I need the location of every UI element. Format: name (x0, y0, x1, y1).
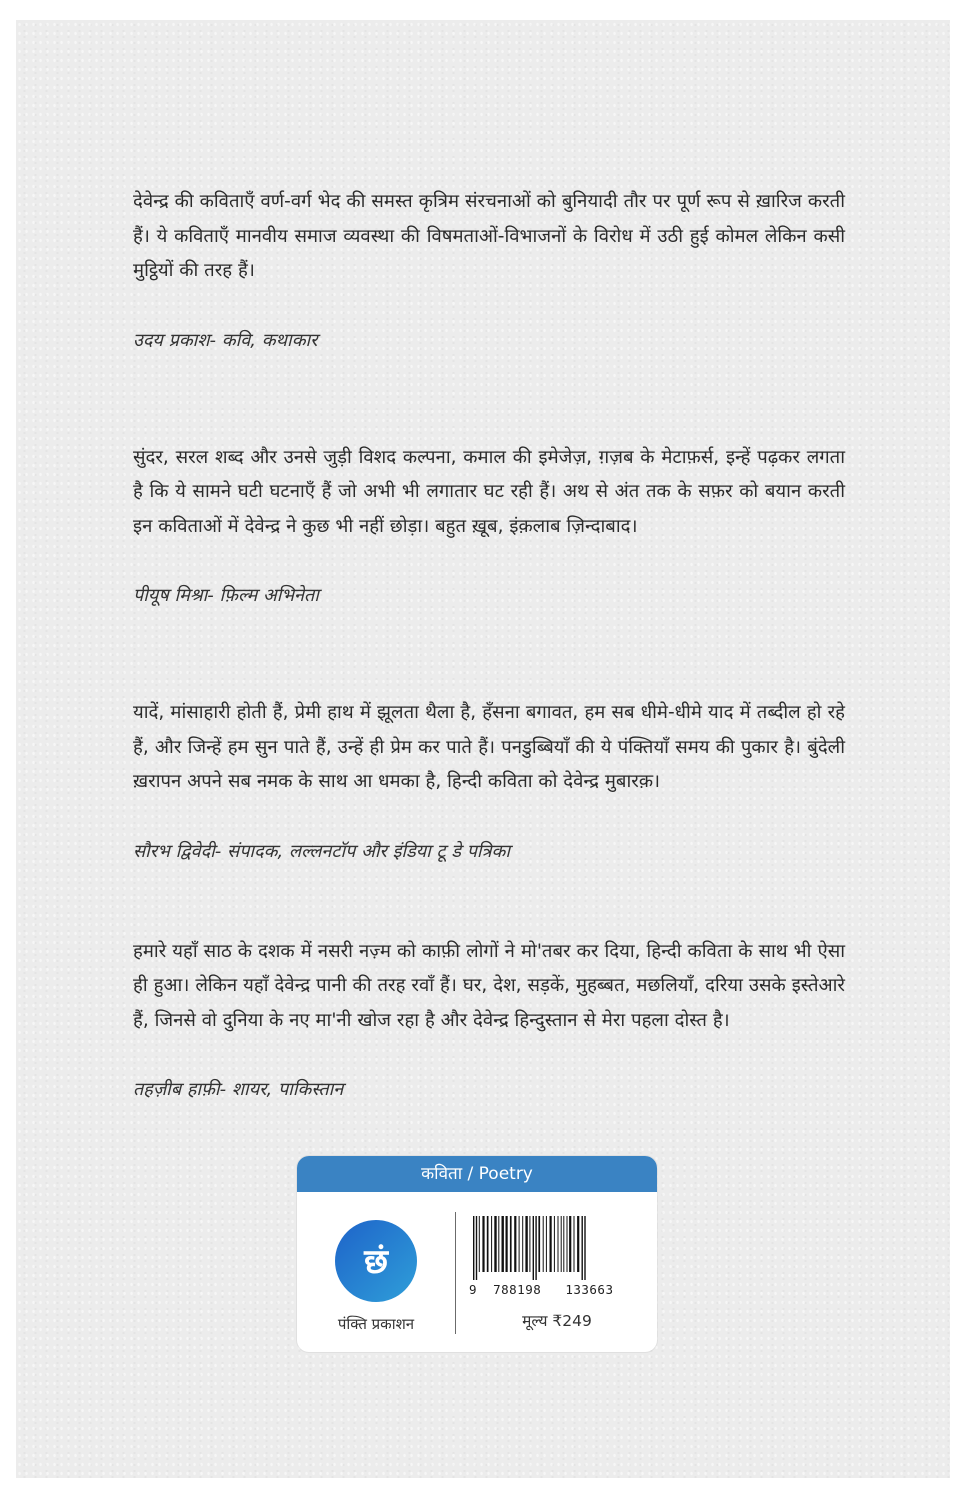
blurb-text: यादें, मांसाहारी होती हैं, प्रेमी हाथ में झूलता थैला है, हँसना बगावत, हम सब धीमे-धीमे याद में तब्दील हो रहे हैं, और जिन्हें हम सुन पाते हैं, उन्हें ही प्रेम कर पाते हैं। पनडुब्बियाँ की ये पंक्तियाँ समय की पुकार है। बुंदेली ख़रापन अपने सब नमक के साथ आ धमका है, हिन्दी कविता को देवेन्द्र मुबारक़। (133, 702, 845, 792)
barcode-bar (506, 1216, 508, 1272)
barcode-bar (502, 1216, 504, 1272)
barcode-bar (498, 1216, 499, 1272)
blurb-4 (133, 935, 845, 1106)
blurb-1 (133, 185, 845, 356)
barcode-bar (538, 1216, 540, 1272)
barcode-bar (554, 1216, 555, 1272)
publisher-logo-area (297, 1192, 455, 1352)
publisher-badge (297, 1156, 657, 1352)
price: मूल्य ₹249 (522, 1312, 592, 1330)
publisher-logo-icon (335, 1220, 417, 1302)
logo-glyph (346, 1231, 406, 1291)
barcode-bar (582, 1216, 583, 1280)
blurb-attribution: पीयूष मिश्रा- फ़िल्म अभिनेता (133, 585, 319, 606)
blurb-2 (133, 441, 845, 612)
barcode-bar (482, 1216, 484, 1272)
barcode-bar (574, 1216, 575, 1272)
barcode-bar (535, 1216, 536, 1280)
barcode-bar (558, 1216, 559, 1272)
barcode-bar (584, 1216, 585, 1280)
blurb-attribution: सौरभ द्विवेदी- संपादक, लल्लनटॉप और इंडिया टू डे पत्रिका (133, 840, 511, 862)
badge-divider (455, 1212, 456, 1334)
barcode-bar (491, 1216, 492, 1272)
blurbs-section (133, 185, 845, 1105)
barcode-bar (529, 1216, 530, 1272)
barcode-bar (567, 1216, 568, 1272)
publisher-name: पंक्ति प्रकाशन (337, 1315, 415, 1333)
barcode-bar (561, 1216, 562, 1272)
barcode-bar (569, 1216, 571, 1272)
barcode-bar (543, 1216, 544, 1272)
barcode-bar (510, 1216, 512, 1272)
category-label: कविता / Poetry (297, 1156, 657, 1192)
blurb-text: सुंदर, सरल शब्द और उनसे जुड़ी विशद कल्पना, कमाल की इमेजेज़, ग़ज़ब के मेटाफ़र्स, इन्हें पढ़कर लगता है कि ये सामने घटी घटनाएँ हैं जो अभी भी लगातार घट रही हैं। अथ से अंत तक के सफ़र को बयान करती इन कविताओं में देवेन्द्र ने कुछ भी नहीं छोड़ा। बहुत ख़ूब, इंक़लाब ज़िन्दाबाद। (133, 446, 845, 537)
barcode-bar (519, 1216, 520, 1272)
barcode-bar (522, 1216, 523, 1272)
barcode-bar (487, 1216, 489, 1272)
isbn-number (469, 1282, 645, 1297)
blurb-text: हमारे यहाँ साठ के दशक में नसरी नज़्म को काफ़ी लोगों ने मो'तबर कर दिया, हिन्दी कविता के साथ भी ऐसा ही हुआ। लेकिन यहाँ देवेन्द्र पानी की तरह रवाँ हैं। घर, देश, सड़कें, मुहब्बत, मछलियाँ, दरिया उसके इस्तेआरे हैं, जिनसे वो दुनिया के नए मा'नी खोज रहा है और देवेन्द्र हिन्दुस्तान से मेरा पहला दोस्त है। (133, 940, 845, 1031)
blurb-3 (133, 696, 845, 867)
isbn-first-digit: 9 (469, 1282, 478, 1297)
barcode-bar (494, 1216, 496, 1272)
blurb-attribution: तहज़ीब हाफ़ी- शायर, पाकिस्तान (133, 1079, 344, 1100)
barcode-bar (577, 1216, 579, 1272)
barcode-bar (563, 1216, 564, 1272)
barcode-bar (550, 1216, 552, 1272)
barcode-bar (525, 1216, 527, 1272)
barcode-area (469, 1216, 645, 1331)
barcode-bar (514, 1216, 516, 1272)
barcode-icon (469, 1216, 645, 1280)
barcode-bar (479, 1216, 480, 1272)
blurb-attribution: उदय प्रकाश- कवि, कथाकार (133, 329, 318, 351)
barcode-bar (473, 1216, 474, 1280)
isbn-group-2: 133663 (565, 1282, 614, 1297)
barcode-bar (533, 1216, 534, 1280)
barcode-bar (476, 1216, 477, 1280)
isbn-group-1: 788198 (493, 1282, 542, 1297)
blurb-text: देवेन्द्र की कविताएँ वर्ण-वर्ग भेद की समस्त कृत्रिम संरचनाओं को बुनियादी तौर पर पूर्ण रूप से ख़ारिज करती हैं। ये कविताएँ मानवीय समाज व्यवस्था की विषमताओं-विभाजनों के विरोध में उठी हुई कोमल लेकिन कसी मुट्ठियों की तरह हैं। (133, 191, 845, 281)
barcode-bar (546, 1216, 547, 1272)
logo-glyph-text: छं (364, 1242, 388, 1282)
